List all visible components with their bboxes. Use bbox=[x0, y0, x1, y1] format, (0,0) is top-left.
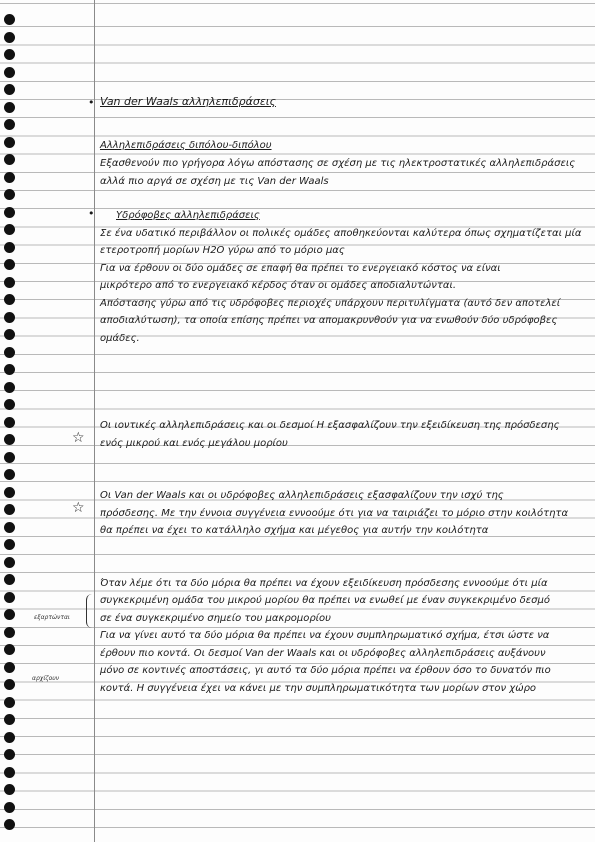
text-line: ετεροτροπή μορίων H2O γύρω από το μόριο μας bbox=[100, 245, 345, 256]
binder-hole bbox=[4, 242, 15, 253]
star-marker: ☆ bbox=[72, 500, 85, 516]
text-line: Όταν λέμε ότι τα δύο μόρια θα πρέπει να έχουν εξειδίκευση πρόσδεσης εννοούμε ότι μία bbox=[100, 578, 548, 589]
binder-hole bbox=[4, 644, 15, 655]
binder-hole bbox=[4, 102, 15, 113]
binder-hole bbox=[4, 382, 15, 393]
binder-hole bbox=[4, 452, 15, 463]
binder-hole bbox=[4, 592, 15, 603]
star-marker: ☆ bbox=[72, 430, 85, 446]
binder-hole bbox=[4, 277, 15, 288]
binder-hole bbox=[4, 749, 15, 760]
text-line: κοντά. Η συγγένεια έχει να κάνει με την συμπληρωματικότητα των μορίων στον χώρο bbox=[100, 683, 537, 694]
binder-hole bbox=[4, 539, 15, 550]
text-line: ενός μικρού και ενός μεγάλου μορίου bbox=[100, 438, 288, 449]
binder-hole bbox=[4, 679, 15, 690]
text-line: συγκεκριμένη ομάδα του μικρού μορίου θα πρέπει να ενωθεί με έναν συγκεκριμένο δεσμό bbox=[100, 595, 550, 606]
binder-hole bbox=[4, 469, 15, 480]
margin-note: εξαρτώνται bbox=[34, 614, 70, 621]
binder-hole bbox=[4, 767, 15, 778]
text-line: Για να έρθουν οι δύο ομάδες σε επαφή θα πρέπει το ενεργειακό κόστος να είναι bbox=[100, 263, 501, 274]
binder-hole bbox=[4, 84, 15, 95]
binder-hole bbox=[4, 784, 15, 795]
text-line: Εξασθενούν πιο γρήγορα λόγω απόστασης σε σχέση με τις ηλεκτροστατικές αλληλεπιδράσεις bbox=[100, 158, 576, 169]
text-line: σε ένα συγκεκριμένο σημείο του μακρομορίου bbox=[100, 613, 331, 624]
text-line: Οι Van der Waals και οι υδρόφοβες αλληλεπιδράσεις εξασφαλίζουν την ισχύ της bbox=[100, 490, 504, 501]
binder-hole bbox=[4, 399, 15, 410]
binder-hole bbox=[4, 417, 15, 428]
text-line: μόνο σε κοντινές αποστάσεις, γι αυτό τα δύο μόρια πρέπει να έρθουν όσο το δυνατόν πιο bbox=[100, 665, 551, 676]
text-line: Για να γίνει αυτό τα δύο μόρια θα πρέπει να έχουν συμπληρωματικό σχήμα, έτσι ώστε να bbox=[100, 630, 550, 641]
binder-hole bbox=[4, 259, 15, 270]
binder-hole bbox=[4, 67, 15, 78]
binder-hole bbox=[4, 819, 15, 830]
margin-note: αρχίζουν bbox=[32, 675, 60, 682]
text-line: Σε ένα υδατικό περιβάλλον οι πολικές ομάδες αποθηκεύονται καλύτερα όπως σχηματίζεται μία bbox=[100, 228, 582, 239]
bullet-marker: • bbox=[88, 207, 95, 220]
heading-dipole: Αλληλεπιδράσεις διπόλου-διπόλου bbox=[100, 140, 272, 151]
binder-hole bbox=[4, 137, 15, 148]
binder-hole bbox=[4, 434, 15, 445]
binder-hole bbox=[4, 627, 15, 638]
binder-hole bbox=[4, 732, 15, 743]
binder-hole bbox=[4, 697, 15, 708]
binder-hole bbox=[4, 662, 15, 673]
binder-hole bbox=[4, 522, 15, 533]
binder-hole bbox=[4, 609, 15, 620]
binder-hole bbox=[4, 119, 15, 130]
binder-hole bbox=[4, 189, 15, 200]
text-line: αλλά πιο αργά σε σχέση με τις Van der Waals bbox=[100, 176, 329, 187]
binder-hole bbox=[4, 802, 15, 813]
binder-hole bbox=[4, 14, 15, 25]
text-line: Οι ιοντικές αλληλεπιδράσεις και οι δεσμοί H εξασφαλίζουν την εξειδίκευση της πρόσδεσης bbox=[100, 420, 560, 431]
binder-hole bbox=[4, 172, 15, 183]
text-line: μικρότερο από το ενεργειακό κέρδος όταν οι ομάδες αποδιαλυτώνται. bbox=[100, 280, 457, 291]
text-line: θα πρέπει να έχει το κατάλληλο σχήμα και μέγεθος για αυτήν την κοιλότητα bbox=[100, 525, 489, 536]
heading-hydrophobic: Υδρόφοβες αλληλεπιδράσεις bbox=[116, 210, 260, 221]
binder-hole bbox=[4, 347, 15, 358]
margin-line bbox=[94, 0, 95, 842]
text-line: Απόστασης γύρω από τις υδρόφοβες περιοχές υπάρχουν περιτυλίγματα (αυτό δεν αποτελεί bbox=[100, 298, 561, 309]
binder-hole bbox=[4, 312, 15, 323]
text-line: ομάδες. bbox=[100, 333, 140, 344]
binder-hole bbox=[4, 329, 15, 340]
binder-hole bbox=[4, 154, 15, 165]
binder-hole bbox=[4, 557, 15, 568]
binder-hole bbox=[4, 714, 15, 725]
binder-hole bbox=[4, 32, 15, 43]
bullet-marker: • bbox=[88, 96, 95, 109]
binder-hole bbox=[4, 487, 15, 498]
bracket-mark bbox=[86, 594, 93, 628]
binder-hole bbox=[4, 207, 15, 218]
text-line: πρόσδεσης. Με την έννοια συγγένεια εννοούμε ότι για να ταιριάζει το μόριο στην κοιλότητα bbox=[100, 508, 569, 519]
binder-hole bbox=[4, 224, 15, 235]
binder-hole bbox=[4, 49, 15, 60]
heading-van-der-waals: Van der Waals αλληλεπιδράσεις bbox=[100, 95, 276, 108]
binder-hole bbox=[4, 364, 15, 375]
binder-hole bbox=[4, 574, 15, 585]
text-line: έρθουν πιο κοντά. Οι δεσμοί Van der Waals και οι υδρόφοβες αλληλεπιδράσεις αυξάνουν bbox=[100, 648, 546, 659]
binder-holes bbox=[0, 0, 20, 842]
text-line: αποδιαλύτωση), τα οποία επίσης πρέπει να απομακρυνθούν για να ενωθούν δύο υδρόφοβες bbox=[100, 315, 558, 326]
binder-hole bbox=[4, 294, 15, 305]
binder-hole bbox=[4, 504, 15, 515]
